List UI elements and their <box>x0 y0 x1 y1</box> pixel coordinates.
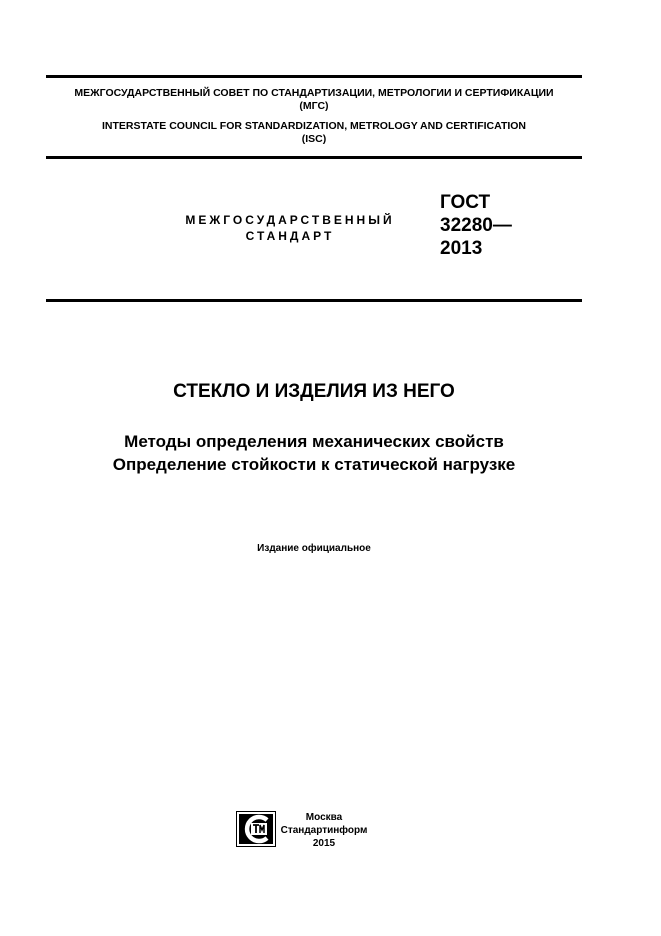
council-name-ru: МЕЖГОСУДАРСТВЕННЫЙ СОВЕТ ПО СТАНДАРТИЗАЦИИ, МЕТРОЛОГИИ И СЕРТИФИКАЦИИ <box>74 87 554 99</box>
publisher-info <box>278 811 370 850</box>
document-subtitle-2: Определение стойкости к статической нагрузке <box>112 455 516 474</box>
publisher-name: Стандартинформ <box>280 825 368 836</box>
standard-code-line2: 32280— <box>440 215 512 236</box>
council-abbr-ru: (МГС) <box>299 100 329 112</box>
standartinform-logo-icon <box>236 811 276 847</box>
top-rule <box>46 75 582 78</box>
edition-note: Издание официальное <box>257 543 371 554</box>
standard-type <box>150 212 430 244</box>
standard-code-line1: ГОСТ <box>440 192 491 213</box>
standard-type-line2: СТАНДАРТ <box>245 229 335 243</box>
publisher-city: Москва <box>305 812 343 823</box>
council-abbr-en: (ISC) <box>301 133 327 145</box>
standard-type-line1: МЕЖГОСУДАРСТВЕННЫЙ <box>185 213 395 227</box>
standard-code-line3: 2013 <box>440 238 483 259</box>
document-subtitle-1: Методы определения механических свойств <box>124 432 504 451</box>
council-name-en: INTERSTATE COUNCIL FOR STANDARDIZATION, METROLOGY AND CERTIFICATION <box>101 120 527 132</box>
standard-code <box>440 191 512 260</box>
document-title: СТЕКЛО И ИЗДЕЛИЯ ИЗ НЕГО <box>173 381 455 402</box>
middle-rule <box>46 156 582 159</box>
publisher-year: 2015 <box>312 838 336 849</box>
bottom-rule <box>46 299 582 302</box>
